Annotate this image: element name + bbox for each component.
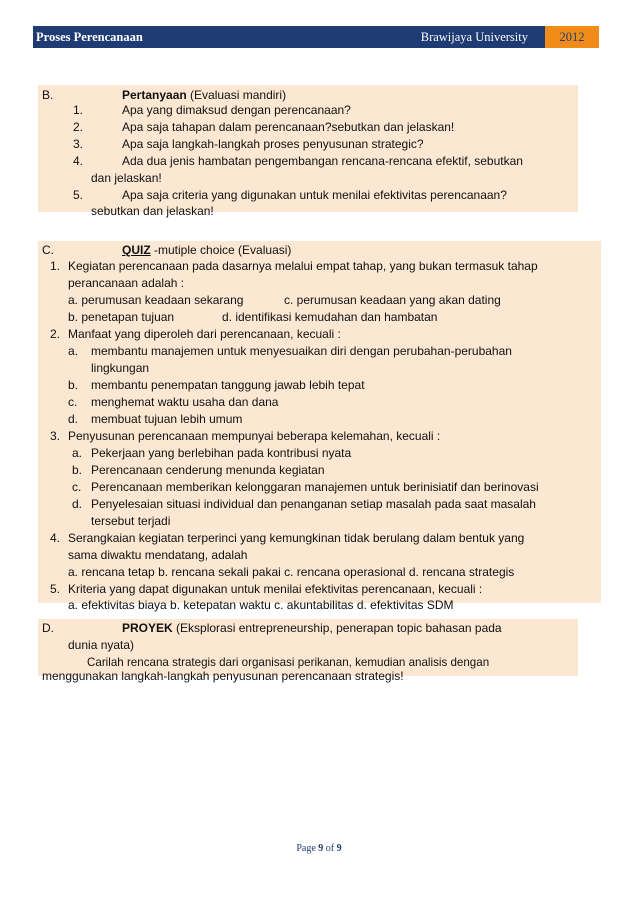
- question-number: 4.: [50, 531, 61, 545]
- section-d: [38, 619, 578, 683]
- page-header: [33, 26, 599, 48]
- header-institution: Brawijaya University: [420, 29, 528, 44]
- header-bar: [33, 26, 545, 48]
- list-item-number: 3.: [73, 137, 84, 151]
- page-total: 9: [336, 843, 342, 854]
- option-d: d. identifikasi kemudahan dan hambatan: [222, 310, 438, 324]
- section-b: [38, 85, 578, 218]
- question-text: Kriteria yang dapat digunakan untuk menilai efektivitas perencanaan, kecuali :: [68, 582, 483, 596]
- list-item-number: 4.: [73, 154, 84, 168]
- list-item: Apa saja criteria yang digunakan untuk menilai efektivitas perencanaan?: [122, 188, 507, 202]
- list-item-number: 1.: [73, 103, 84, 117]
- option-b: b. penetapan tujuan: [68, 310, 175, 324]
- section-d-heading: PROYEK: [122, 621, 173, 635]
- question-text: Kegiatan perencanaan pada dasarnya melalui empat tahap, yang bukan termasuk tahap: [68, 259, 538, 273]
- section-b-letter: B.: [42, 88, 54, 102]
- option-text: membantu manajemen untuk menyesuaikan diri dengan perubahan-perubahan: [91, 344, 512, 358]
- question-options: a. rencana tetap b. rencana sekali pakai c. rencana operasional d. rencana strategis: [68, 565, 515, 579]
- list-item: Apa yang dimaksud dengan perencanaan?: [122, 103, 351, 117]
- question-text: Serangkaian kegiatan terperinci yang kemungkinan tidak berulang dalam bentuk yang: [68, 531, 525, 545]
- option-letter: a.: [68, 344, 79, 358]
- header-year: 2012: [545, 26, 599, 48]
- option-letter: c.: [72, 480, 82, 494]
- option-letter: a.: [72, 446, 83, 460]
- of-word: of: [325, 843, 335, 854]
- option-text: menghemat waktu usaha dan dana: [91, 395, 279, 409]
- section-d-text: dunia nyata): [68, 638, 135, 652]
- question-text: Penyusunan perencanaan mempunyai beberapa kelemahan, kecuali :: [68, 429, 441, 443]
- list-item: Apa saja tahapan dalam perencanaan?sebutkan dan jelaskan!: [122, 120, 455, 134]
- section-c-heading: QUIZ: [122, 243, 151, 257]
- section-d-text: Carilah rencana strategis dari organisasi perikanan, kemudian analisis dengan: [87, 656, 490, 669]
- question-number: 5.: [50, 582, 61, 596]
- list-item-continuation: dan jelaskan!: [91, 171, 162, 185]
- option-c: c. perumusan keadaan yang akan dating: [284, 293, 501, 307]
- list-item: Apa saja langkah-langkah proses penyusunan strategic?: [122, 137, 424, 151]
- option-letter: b.: [68, 378, 79, 392]
- option-letter: d.: [72, 497, 83, 511]
- option-text: membuat tujuan lebih umum: [91, 412, 243, 426]
- section-d-text: menggunakan langkah-langkah penyusunan perencanaan strategis!: [42, 669, 404, 683]
- section-c-heading-line: [122, 242, 291, 259]
- option-letter: c.: [68, 395, 78, 409]
- option-text: Penyelesaian situasi individual dan penanganan setiap masalah pada saat masalah: [91, 497, 536, 511]
- question-number: 1.: [50, 259, 61, 273]
- section-b-heading: Pertanyaan: [122, 88, 187, 102]
- section-d-heading-note: (Eksplorasi entrepreneurship, penerapan topic bahasan pada: [176, 621, 502, 635]
- question-text: sama diwaktu mendatang, adalah: [68, 548, 248, 562]
- question-number: 2.: [50, 327, 61, 341]
- page-number: 9: [318, 843, 324, 854]
- question-text: perancanaan adalah :: [68, 276, 185, 290]
- list-item-continuation: sebutkan dan jelaskan!: [91, 204, 214, 218]
- section-c-heading-note: -mutiple choice (Evaluasi): [154, 243, 292, 257]
- option-continuation: lingkungan: [91, 361, 150, 375]
- list-item-number: 5.: [73, 188, 84, 202]
- header-title: Proses Perencanaan: [36, 29, 143, 44]
- question-text: Manfaat yang diperoleh dari perencanaan, kecuali :: [68, 327, 341, 341]
- option-continuation: tersebut terjadi: [91, 514, 171, 528]
- option-text: membantu penempatan tanggung jawab lebih tepat: [91, 378, 365, 392]
- section-c: [38, 241, 601, 612]
- list-item: Ada dua jenis hambatan pengembangan rencana-rencana efektif, sebutkan: [122, 154, 523, 168]
- option-letter: d.: [68, 412, 79, 426]
- option-letter: b.: [72, 463, 83, 477]
- option-a: a. perumusan keadaan sekarang: [68, 293, 244, 307]
- option-text: Pekerjaan yang berlebihan pada kontribusi nyata: [91, 446, 352, 460]
- section-d-letter: D.: [42, 621, 54, 635]
- page-footer: [0, 843, 638, 854]
- option-text: Perencanaan memberikan kelonggaran manajemen untuk berinisiatif dan berinovasi: [91, 480, 539, 494]
- question-number: 3.: [50, 429, 61, 443]
- option-text: Perencanaan cenderung menunda kegiatan: [91, 463, 325, 477]
- page-word: Page: [296, 843, 316, 854]
- section-c-letter: C.: [42, 243, 54, 257]
- list-item-number: 2.: [73, 120, 84, 134]
- question-options: a. efektivitas biaya b. ketepatan waktu c. akuntabilitas d. efektivitas SDM: [68, 598, 454, 612]
- section-b-heading-note: (Evaluasi mandiri): [190, 88, 287, 102]
- section-d-heading-line: [122, 620, 502, 637]
